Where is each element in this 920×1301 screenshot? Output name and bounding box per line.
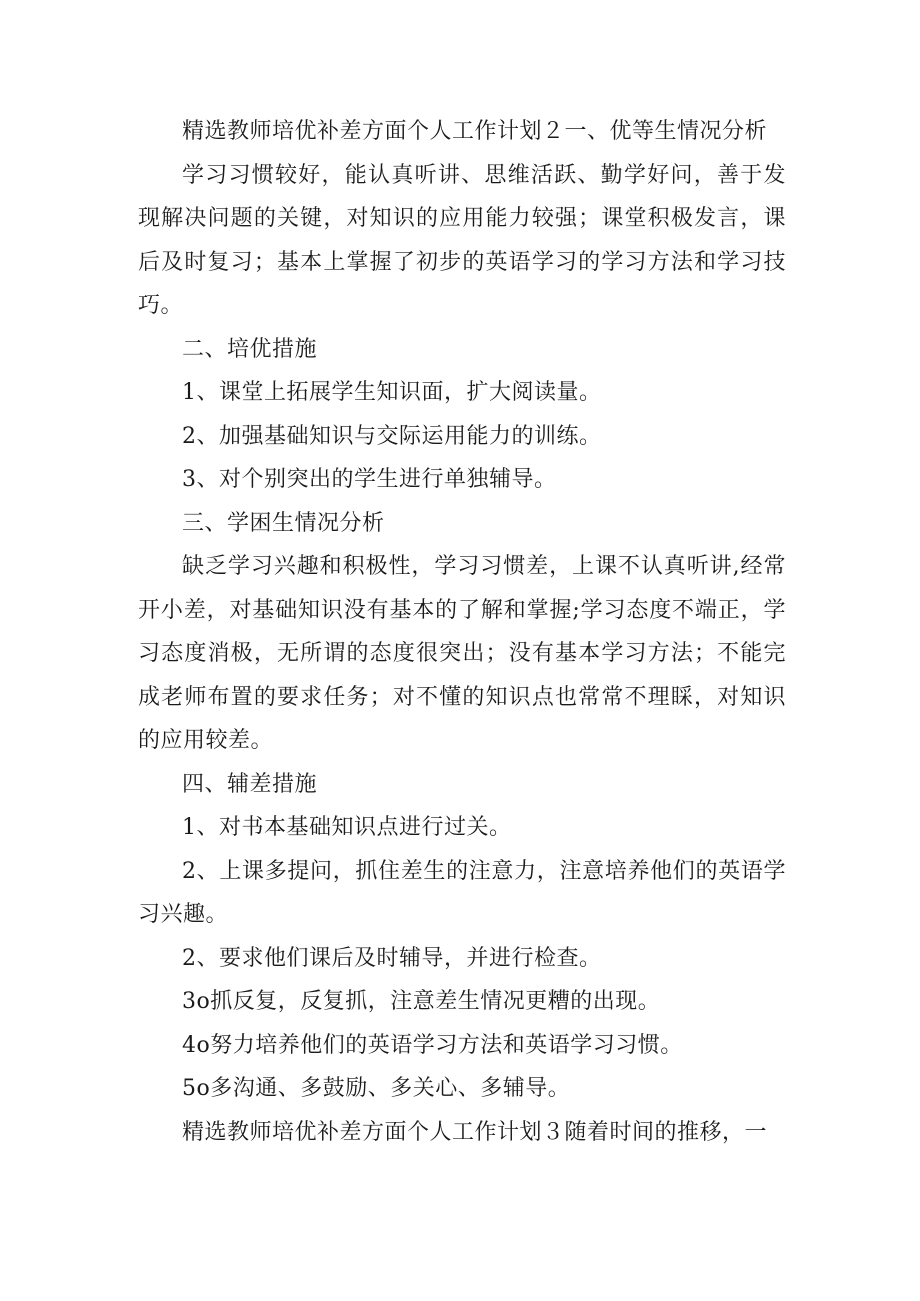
heading-plan-3-intro: 精选教师培优补差方面个人工作计划３随着时间的推移，一	[182, 1119, 768, 1145]
list-item-enrichment-2: 2、加强基础知识与交际运用能力的训练。	[182, 423, 602, 449]
list-item-enrichment-1: 1、课堂上拓展学生知识面，扩大阅读量。	[182, 380, 602, 405]
list-item-enrichment-3: 3、对个别突出的学生进行单独辅导。	[182, 467, 557, 492]
list-item-remedial-3: 3o抓反复，反复抓，注意差生情况更糟的出现。	[182, 989, 661, 1014]
paragraph-top-students-analysis: 学习习惯较好，能认真听讲、思维活跃、勤学好问，善于发现解决问题的关键，对知识的应用能力较强；课堂积极发言，课后及时复习；基本上掌握了初步的英语学习的学习方法和学习技巧。	[138, 162, 786, 318]
heading-remedial-measures: 四、辅差措施	[182, 771, 318, 797]
heading-struggling-students-analysis: 三、学困生情况分析	[182, 510, 385, 536]
list-item-remedial-2b: 2、要求他们课后及时辅导，并进行检查。	[182, 945, 602, 971]
list-item-remedial-4: 4o努力培养他们的英语学习方法和英语学习习惯。	[182, 1032, 683, 1058]
list-item-remedial-5: 5o多沟通、多鼓励、多关心、多辅导。	[182, 1076, 571, 1101]
paragraph-struggling-students-analysis: 缺乏学习兴趣和积极性，学习习惯差，上课不认真听讲,经常开小差，对基础知识没有基本的了解和掌握;学习态度不端正，学习态度消极，无所谓的态度很突出；没有基本学习方法；不能完成老师布置的要求任务；对不懂的知识点也常常不理睬，对知识的应用较差。	[138, 554, 786, 753]
list-item-remedial-1: 1、对书本基础知识点进行过关。	[182, 815, 512, 840]
document-page	[138, 110, 786, 1154]
heading-enrichment-measures: 二、培优措施	[182, 336, 318, 362]
heading-plan-2-top-students: 精选教师培优补差方面个人工作计划２一、优等生情况分析	[182, 119, 768, 144]
list-item-remedial-2: 2、上课多提问，抓住差生的注意力，注意培养他们的英语学习兴趣。	[138, 858, 786, 927]
